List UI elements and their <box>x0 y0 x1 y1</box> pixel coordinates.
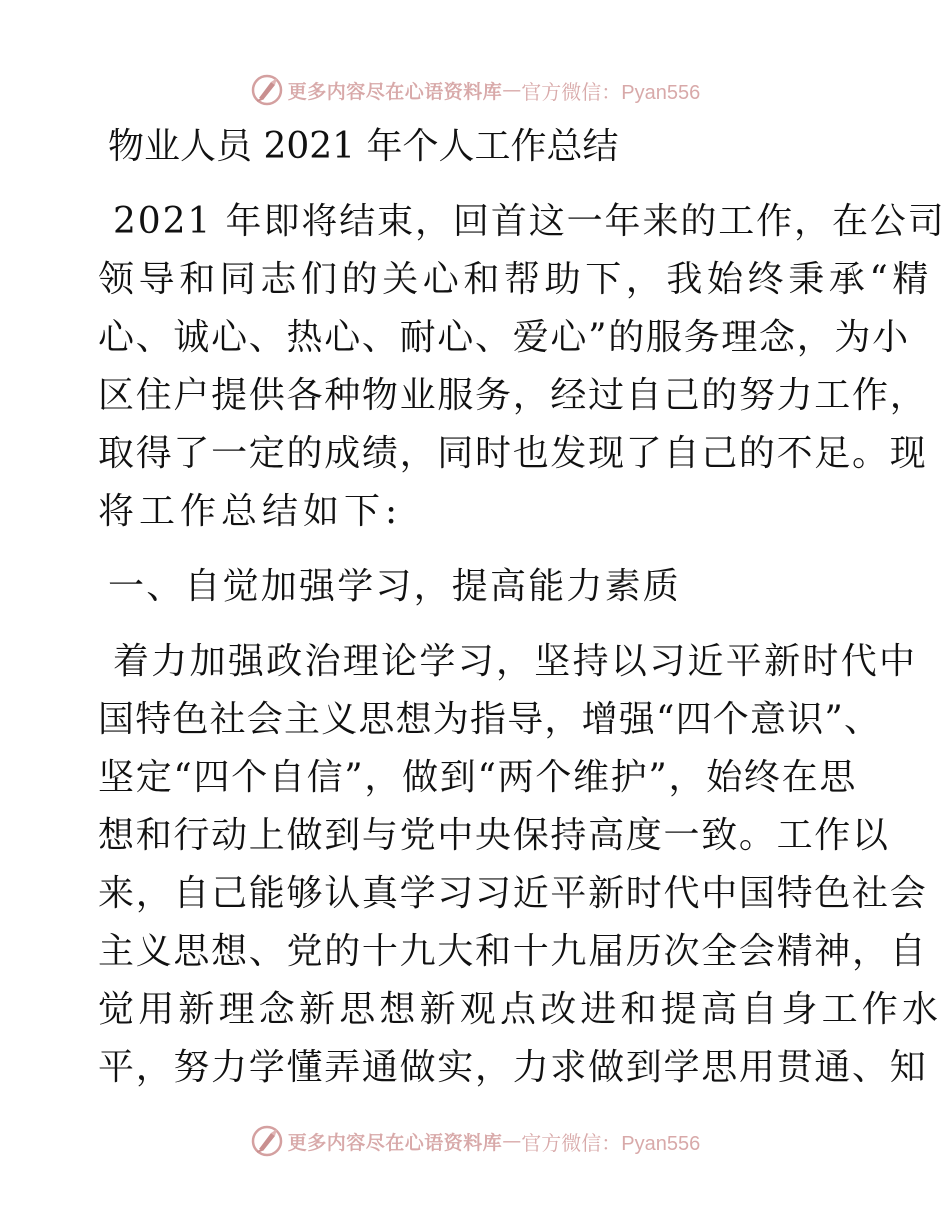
paragraph-line: 国特色社会主义思想为指导，增强“四个意识”、 <box>98 699 882 740</box>
watermark-text: 更多内容尽在心语资料库 <box>287 1131 503 1154</box>
quill-pen-logo-icon <box>250 73 284 107</box>
paragraph-line: 区住户提供各种物业服务，经过自己的努力工作， <box>98 375 928 416</box>
watermark-text: 更多内容尽在心语资料库 <box>287 80 503 103</box>
paragraph-line: 来，自己能够认真学习习近平新时代中国特色社会 <box>98 873 928 914</box>
watermark-header <box>0 70 950 110</box>
paragraph-line: 觉用新理念新思想新观点改进和提高自身工作水 <box>98 989 943 1030</box>
paragraph-line: 着力加强政治理论学习，坚持以习近平新时代中 <box>113 641 918 682</box>
paragraph-line: 取得了一定的成绩，同时也发现了自己的不足。现 <box>98 433 928 474</box>
quill-pen-logo-icon <box>250 1124 284 1158</box>
watermark-account: 官方微信：Pyan556 <box>521 81 701 104</box>
paragraph-line: 2021 年即将结束，回首这一年来的工作，在公司 <box>113 201 946 242</box>
watermark-separator: — <box>502 79 522 101</box>
paragraph-line: 心、诚心、热心、耐心、爱心”的服务理念，为小 <box>98 317 910 358</box>
paragraph-line: 领导和同志们的关心和帮助下，我始终秉承“精 <box>98 259 934 300</box>
document-title: 物业人员 2021 年个人工作总结 <box>108 126 619 167</box>
paragraph-line: 平，努力学懂弄通做实，力求做到学思用贯通、知 <box>98 1047 928 1088</box>
watermark-separator: — <box>502 1130 522 1152</box>
watermark-footer <box>0 1121 950 1161</box>
paragraph-line: 想和行动上做到与党中央保持高度一致。工作以 <box>98 815 890 856</box>
paragraph-line: 将工作总结如下: <box>98 491 403 532</box>
paragraph-line: 坚定“四个自信”，做到“两个维护”，始终在思 <box>98 757 858 798</box>
paragraph-line: 主义思想、党的十九大和十九届历次全会精神，自 <box>98 931 928 972</box>
watermark-account: 官方微信：Pyan556 <box>521 1132 701 1155</box>
section-heading: 一、自觉加强学习，提高能力素质 <box>108 566 682 607</box>
